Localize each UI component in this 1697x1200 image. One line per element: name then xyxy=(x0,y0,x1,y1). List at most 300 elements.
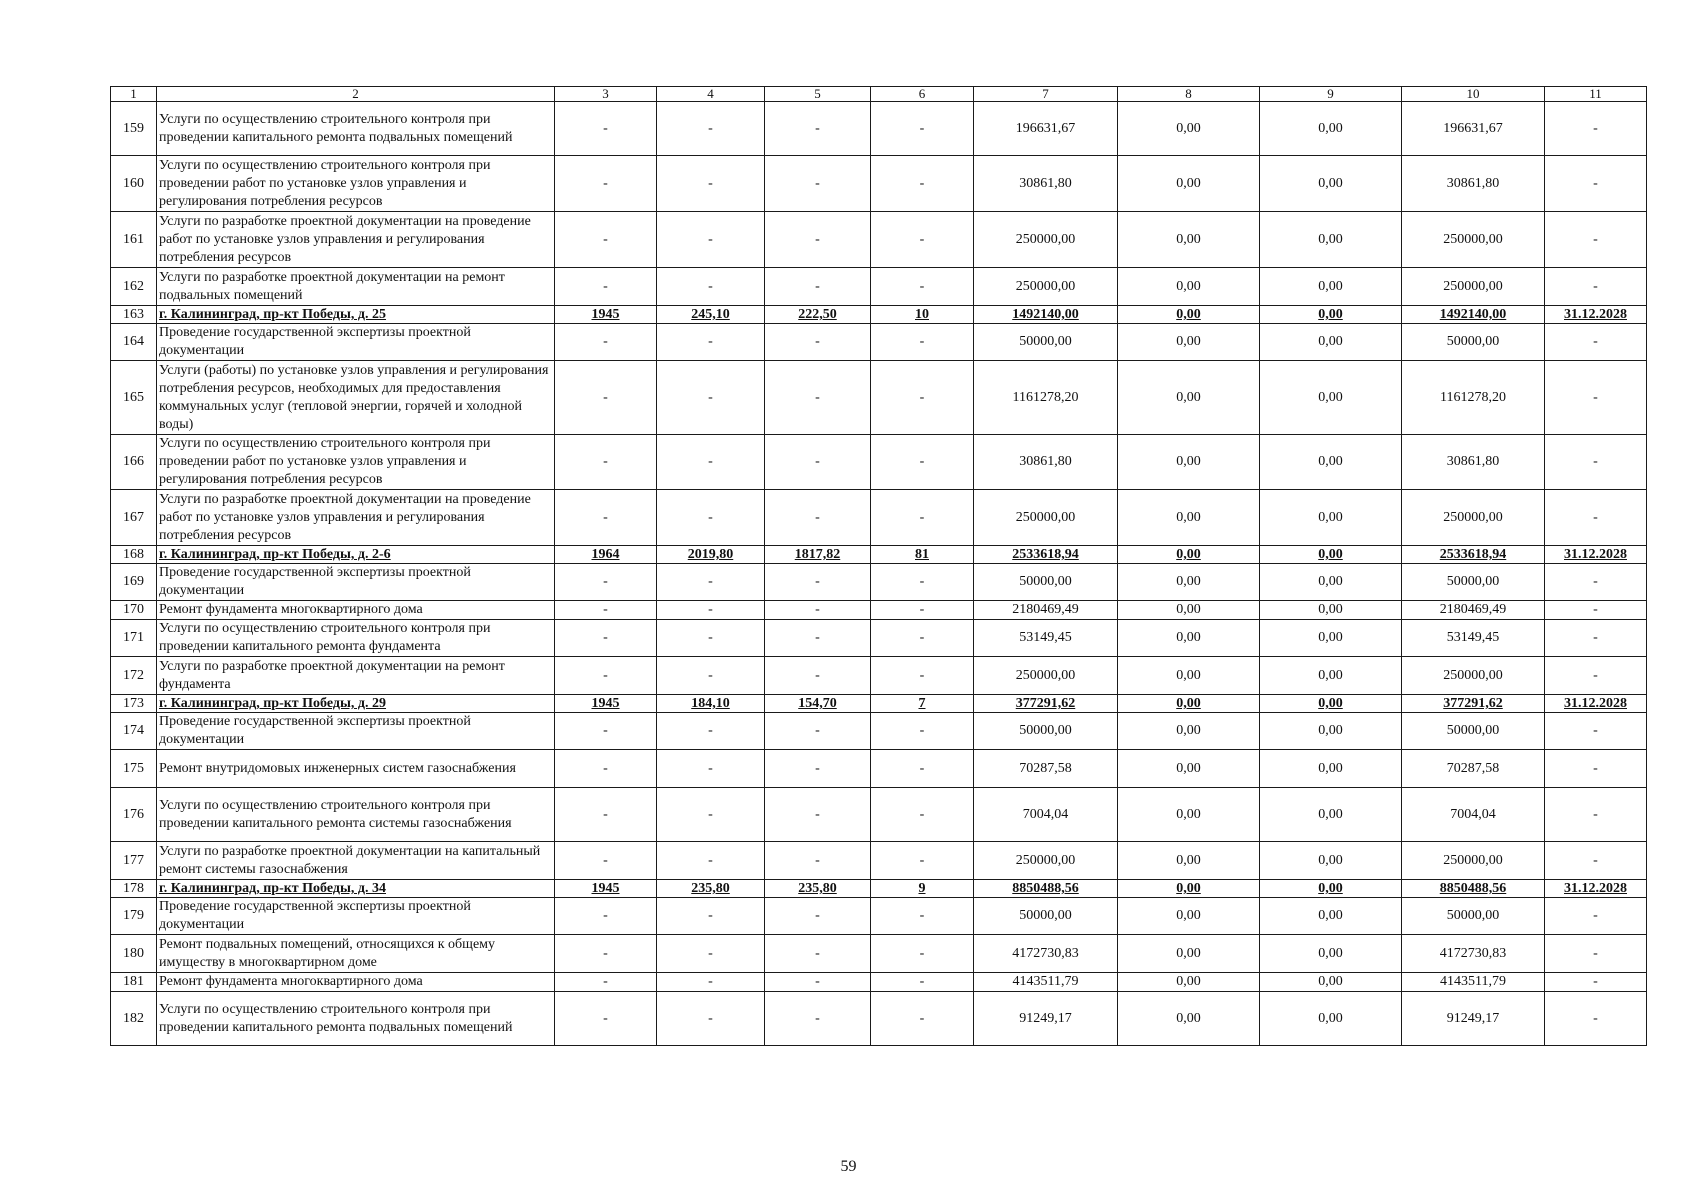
cost-other: 0,00 xyxy=(1260,212,1402,268)
completion-date: - xyxy=(1545,992,1647,1046)
row-index: 172 xyxy=(111,657,157,695)
build-year: - xyxy=(555,156,657,212)
total-cost: 1492140,00 xyxy=(974,306,1118,324)
living-area: - xyxy=(765,324,871,361)
cost-fund: 0,00 xyxy=(1118,490,1260,546)
cost-owners: 30861,80 xyxy=(1402,156,1545,212)
cost-fund: 0,00 xyxy=(1118,842,1260,880)
column-number: 7 xyxy=(974,87,1118,102)
row-index: 168 xyxy=(111,546,157,564)
cost-owners: 50000,00 xyxy=(1402,564,1545,601)
work-row xyxy=(111,657,1647,695)
residents-count: - xyxy=(871,156,974,212)
residents-count: - xyxy=(871,212,974,268)
cost-owners: 50000,00 xyxy=(1402,898,1545,935)
total-area: 2019,80 xyxy=(657,546,765,564)
cost-fund: 0,00 xyxy=(1118,713,1260,750)
residents-count: - xyxy=(871,788,974,842)
cost-fund: 0,00 xyxy=(1118,788,1260,842)
row-index: 180 xyxy=(111,935,157,973)
row-index: 170 xyxy=(111,601,157,620)
work-row xyxy=(111,620,1647,657)
work-description: Услуги по разработке проектной документации на ремонт подвальных помещений xyxy=(157,268,555,306)
work-description: г. Калининград, пр-кт Победы, д. 29 xyxy=(157,695,555,713)
work-row xyxy=(111,935,1647,973)
completion-date: - xyxy=(1545,657,1647,695)
work-description: Ремонт подвальных помещений, относящихся к общему имуществу в многоквартирном доме xyxy=(157,935,555,973)
residents-count: - xyxy=(871,713,974,750)
completion-date: - xyxy=(1545,102,1647,156)
cost-owners: 250000,00 xyxy=(1402,490,1545,546)
cost-other: 0,00 xyxy=(1260,435,1402,490)
cost-owners: 50000,00 xyxy=(1402,324,1545,361)
build-year: - xyxy=(555,435,657,490)
total-cost: 1161278,20 xyxy=(974,361,1118,435)
living-area: - xyxy=(765,156,871,212)
completion-date: - xyxy=(1545,435,1647,490)
work-description: Услуги по осуществлению строительного контроля при проведении капитального ремонта подвальных помещений xyxy=(157,102,555,156)
cost-owners: 250000,00 xyxy=(1402,657,1545,695)
living-area: - xyxy=(765,935,871,973)
total-cost: 50000,00 xyxy=(974,564,1118,601)
cost-owners: 1161278,20 xyxy=(1402,361,1545,435)
total-cost: 53149,45 xyxy=(974,620,1118,657)
build-year: 1945 xyxy=(555,306,657,324)
column-number: 9 xyxy=(1260,87,1402,102)
total-area: - xyxy=(657,268,765,306)
completion-date: - xyxy=(1545,324,1647,361)
row-index: 163 xyxy=(111,306,157,324)
total-area: - xyxy=(657,156,765,212)
cost-fund: 0,00 xyxy=(1118,306,1260,324)
living-area: 222,50 xyxy=(765,306,871,324)
work-description: г. Калининград, пр-кт Победы, д. 34 xyxy=(157,880,555,898)
address-row xyxy=(111,546,1647,564)
row-index: 159 xyxy=(111,102,157,156)
work-description: Услуги (работы) по установке узлов управления и регулирования потребления ресурсов, необходимых для предоставления коммунальных услуг (тепловой энергии, горячей и холодной воды) xyxy=(157,361,555,435)
residents-count: - xyxy=(871,620,974,657)
work-row xyxy=(111,992,1647,1046)
completion-date: - xyxy=(1545,156,1647,212)
work-row xyxy=(111,601,1647,620)
address-row xyxy=(111,880,1647,898)
cost-owners: 377291,62 xyxy=(1402,695,1545,713)
cost-owners: 4172730,83 xyxy=(1402,935,1545,973)
residents-count: - xyxy=(871,490,974,546)
residents-count: 9 xyxy=(871,880,974,898)
column-number: 5 xyxy=(765,87,871,102)
work-description: Услуги по осуществлению строительного контроля при проведении капитального ремонта системы газоснабжения xyxy=(157,788,555,842)
residents-count: - xyxy=(871,102,974,156)
column-number: 11 xyxy=(1545,87,1647,102)
living-area: 235,80 xyxy=(765,880,871,898)
cost-other: 0,00 xyxy=(1260,713,1402,750)
completion-date: - xyxy=(1545,620,1647,657)
cost-fund: 0,00 xyxy=(1118,601,1260,620)
cost-owners: 250000,00 xyxy=(1402,212,1545,268)
living-area: - xyxy=(765,435,871,490)
build-year: - xyxy=(555,713,657,750)
row-index: 179 xyxy=(111,898,157,935)
row-index: 171 xyxy=(111,620,157,657)
living-area: - xyxy=(765,268,871,306)
total-cost: 377291,62 xyxy=(974,695,1118,713)
cost-fund: 0,00 xyxy=(1118,564,1260,601)
living-area: - xyxy=(765,713,871,750)
work-description: Проведение государственной экспертизы проектной документации xyxy=(157,713,555,750)
residents-count: - xyxy=(871,935,974,973)
work-row xyxy=(111,564,1647,601)
total-area: - xyxy=(657,973,765,992)
total-cost: 30861,80 xyxy=(974,435,1118,490)
row-index: 162 xyxy=(111,268,157,306)
cost-other: 0,00 xyxy=(1260,546,1402,564)
build-year: - xyxy=(555,324,657,361)
residents-count: - xyxy=(871,324,974,361)
build-year: - xyxy=(555,973,657,992)
completion-date: - xyxy=(1545,898,1647,935)
column-number: 3 xyxy=(555,87,657,102)
total-area: - xyxy=(657,935,765,973)
work-row xyxy=(111,750,1647,788)
row-index: 165 xyxy=(111,361,157,435)
cost-owners: 2533618,94 xyxy=(1402,546,1545,564)
completion-date: - xyxy=(1545,268,1647,306)
work-description: Ремонт фундамента многоквартирного дома xyxy=(157,601,555,620)
residents-count: - xyxy=(871,750,974,788)
cost-other: 0,00 xyxy=(1260,324,1402,361)
work-row xyxy=(111,212,1647,268)
column-number: 10 xyxy=(1402,87,1545,102)
build-year: 1945 xyxy=(555,880,657,898)
row-index: 178 xyxy=(111,880,157,898)
total-area: - xyxy=(657,361,765,435)
cost-fund: 0,00 xyxy=(1118,435,1260,490)
work-description: Ремонт внутридомовых инженерных систем газоснабжения xyxy=(157,750,555,788)
total-cost: 250000,00 xyxy=(974,268,1118,306)
residents-count: - xyxy=(871,842,974,880)
cost-other: 0,00 xyxy=(1260,102,1402,156)
cost-other: 0,00 xyxy=(1260,750,1402,788)
work-description: Услуги по осуществлению строительного контроля при проведении работ по установке узлов управления и регулирования потребления ресурсов xyxy=(157,435,555,490)
living-area: - xyxy=(765,102,871,156)
cost-owners: 91249,17 xyxy=(1402,992,1545,1046)
completion-date: - xyxy=(1545,361,1647,435)
residents-count: - xyxy=(871,435,974,490)
work-description: Услуги по разработке проектной документации на ремонт фундамента xyxy=(157,657,555,695)
work-row xyxy=(111,361,1647,435)
work-row xyxy=(111,268,1647,306)
row-index: 160 xyxy=(111,156,157,212)
residents-count: - xyxy=(871,973,974,992)
column-number: 4 xyxy=(657,87,765,102)
total-area: - xyxy=(657,788,765,842)
cost-other: 0,00 xyxy=(1260,788,1402,842)
completion-date: - xyxy=(1545,788,1647,842)
cost-other: 0,00 xyxy=(1260,695,1402,713)
total-area: - xyxy=(657,212,765,268)
total-cost: 250000,00 xyxy=(974,657,1118,695)
total-area: - xyxy=(657,601,765,620)
build-year: - xyxy=(555,212,657,268)
cost-owners: 70287,58 xyxy=(1402,750,1545,788)
cost-owners: 2180469,49 xyxy=(1402,601,1545,620)
completion-date: - xyxy=(1545,601,1647,620)
living-area: - xyxy=(765,788,871,842)
living-area: - xyxy=(765,564,871,601)
page-number: 59 xyxy=(840,1158,857,1175)
work-description: Услуги по разработке проектной документации на капитальный ремонт системы газоснабжения xyxy=(157,842,555,880)
total-area: - xyxy=(657,435,765,490)
cost-owners: 50000,00 xyxy=(1402,713,1545,750)
build-year: - xyxy=(555,750,657,788)
total-cost: 4143511,79 xyxy=(974,973,1118,992)
total-area: 235,80 xyxy=(657,880,765,898)
total-area: - xyxy=(657,750,765,788)
cost-other: 0,00 xyxy=(1260,898,1402,935)
total-cost: 91249,17 xyxy=(974,992,1118,1046)
cost-fund: 0,00 xyxy=(1118,361,1260,435)
row-index: 177 xyxy=(111,842,157,880)
work-row xyxy=(111,842,1647,880)
completion-date: 31.12.2028 xyxy=(1545,695,1647,713)
cost-other: 0,00 xyxy=(1260,490,1402,546)
cost-fund: 0,00 xyxy=(1118,268,1260,306)
work-row xyxy=(111,102,1647,156)
work-description: Услуги по осуществлению строительного контроля при проведении капитального ремонта подвальных помещений xyxy=(157,992,555,1046)
cost-other: 0,00 xyxy=(1260,564,1402,601)
cost-fund: 0,00 xyxy=(1118,620,1260,657)
build-year: - xyxy=(555,898,657,935)
work-description: Услуги по разработке проектной документации на проведение работ по установке узлов управления и регулирования потребления ресурсов xyxy=(157,490,555,546)
living-area: - xyxy=(765,657,871,695)
residents-count: - xyxy=(871,268,974,306)
work-row xyxy=(111,898,1647,935)
cost-other: 0,00 xyxy=(1260,620,1402,657)
work-row xyxy=(111,713,1647,750)
residents-count: - xyxy=(871,898,974,935)
build-year: - xyxy=(555,657,657,695)
cost-fund: 0,00 xyxy=(1118,324,1260,361)
residents-count: - xyxy=(871,361,974,435)
completion-date: - xyxy=(1545,973,1647,992)
completion-date: - xyxy=(1545,750,1647,788)
completion-date: - xyxy=(1545,212,1647,268)
cost-fund: 0,00 xyxy=(1118,212,1260,268)
cost-other: 0,00 xyxy=(1260,935,1402,973)
cost-owners: 1492140,00 xyxy=(1402,306,1545,324)
row-index: 167 xyxy=(111,490,157,546)
build-year: - xyxy=(555,788,657,842)
living-area: - xyxy=(765,601,871,620)
cost-fund: 0,00 xyxy=(1118,880,1260,898)
cost-other: 0,00 xyxy=(1260,880,1402,898)
register-table-body xyxy=(111,87,1647,1046)
work-row xyxy=(111,973,1647,992)
row-index: 173 xyxy=(111,695,157,713)
register-table xyxy=(110,86,1647,1046)
residents-count: 81 xyxy=(871,546,974,564)
build-year: - xyxy=(555,564,657,601)
cost-owners: 196631,67 xyxy=(1402,102,1545,156)
total-cost: 4172730,83 xyxy=(974,935,1118,973)
row-index: 169 xyxy=(111,564,157,601)
total-area: - xyxy=(657,490,765,546)
living-area: - xyxy=(765,361,871,435)
cost-owners: 7004,04 xyxy=(1402,788,1545,842)
completion-date: - xyxy=(1545,935,1647,973)
cost-fund: 0,00 xyxy=(1118,973,1260,992)
total-cost: 50000,00 xyxy=(974,324,1118,361)
total-cost: 250000,00 xyxy=(974,490,1118,546)
cost-fund: 0,00 xyxy=(1118,657,1260,695)
total-area: - xyxy=(657,324,765,361)
completion-date: 31.12.2028 xyxy=(1545,546,1647,564)
total-area: - xyxy=(657,657,765,695)
column-number: 6 xyxy=(871,87,974,102)
total-area: - xyxy=(657,898,765,935)
cost-other: 0,00 xyxy=(1260,306,1402,324)
build-year: 1945 xyxy=(555,695,657,713)
total-cost: 30861,80 xyxy=(974,156,1118,212)
work-row xyxy=(111,490,1647,546)
work-row xyxy=(111,156,1647,212)
total-cost: 196631,67 xyxy=(974,102,1118,156)
completion-date: - xyxy=(1545,842,1647,880)
total-area: - xyxy=(657,620,765,657)
total-area: - xyxy=(657,713,765,750)
living-area: 154,70 xyxy=(765,695,871,713)
build-year: - xyxy=(555,102,657,156)
total-area: - xyxy=(657,564,765,601)
completion-date: 31.12.2028 xyxy=(1545,306,1647,324)
work-description: г. Калининград, пр-кт Победы, д. 25 xyxy=(157,306,555,324)
living-area: - xyxy=(765,992,871,1046)
row-index: 164 xyxy=(111,324,157,361)
total-cost: 50000,00 xyxy=(974,898,1118,935)
living-area: - xyxy=(765,842,871,880)
total-area: 245,10 xyxy=(657,306,765,324)
cost-owners: 250000,00 xyxy=(1402,268,1545,306)
total-cost: 70287,58 xyxy=(974,750,1118,788)
cost-other: 0,00 xyxy=(1260,992,1402,1046)
residents-count: - xyxy=(871,657,974,695)
build-year: - xyxy=(555,992,657,1046)
cost-other: 0,00 xyxy=(1260,361,1402,435)
cost-fund: 0,00 xyxy=(1118,898,1260,935)
row-index: 166 xyxy=(111,435,157,490)
living-area: 1817,82 xyxy=(765,546,871,564)
work-description: Проведение государственной экспертизы проектной документации xyxy=(157,898,555,935)
cost-owners: 8850488,56 xyxy=(1402,880,1545,898)
residents-count: - xyxy=(871,601,974,620)
cost-other: 0,00 xyxy=(1260,156,1402,212)
completion-date: - xyxy=(1545,490,1647,546)
cost-other: 0,00 xyxy=(1260,842,1402,880)
residents-count: 7 xyxy=(871,695,974,713)
living-area: - xyxy=(765,973,871,992)
document-sheet xyxy=(110,86,1646,1046)
column-number: 2 xyxy=(157,87,555,102)
build-year: - xyxy=(555,620,657,657)
cost-fund: 0,00 xyxy=(1118,695,1260,713)
total-cost: 250000,00 xyxy=(974,212,1118,268)
column-number: 8 xyxy=(1118,87,1260,102)
row-index: 182 xyxy=(111,992,157,1046)
address-row xyxy=(111,695,1647,713)
work-description: Проведение государственной экспертизы проектной документации xyxy=(157,564,555,601)
work-row xyxy=(111,324,1647,361)
total-area: 184,10 xyxy=(657,695,765,713)
cost-fund: 0,00 xyxy=(1118,935,1260,973)
total-cost: 50000,00 xyxy=(974,713,1118,750)
build-year: 1964 xyxy=(555,546,657,564)
total-cost: 7004,04 xyxy=(974,788,1118,842)
living-area: - xyxy=(765,490,871,546)
work-description: Проведение государственной экспертизы проектной документации xyxy=(157,324,555,361)
build-year: - xyxy=(555,268,657,306)
completion-date: - xyxy=(1545,564,1647,601)
cost-owners: 4143511,79 xyxy=(1402,973,1545,992)
work-description: г. Калининград, пр-кт Победы, д. 2-6 xyxy=(157,546,555,564)
cost-other: 0,00 xyxy=(1260,268,1402,306)
living-area: - xyxy=(765,898,871,935)
total-area: - xyxy=(657,102,765,156)
cost-owners: 53149,45 xyxy=(1402,620,1545,657)
completion-date: - xyxy=(1545,713,1647,750)
completion-date: 31.12.2028 xyxy=(1545,880,1647,898)
build-year: - xyxy=(555,490,657,546)
cost-fund: 0,00 xyxy=(1118,750,1260,788)
cost-fund: 0,00 xyxy=(1118,102,1260,156)
row-index: 161 xyxy=(111,212,157,268)
row-index: 181 xyxy=(111,973,157,992)
row-index: 174 xyxy=(111,713,157,750)
total-cost: 8850488,56 xyxy=(974,880,1118,898)
build-year: - xyxy=(555,361,657,435)
total-cost: 250000,00 xyxy=(974,842,1118,880)
living-area: - xyxy=(765,212,871,268)
work-description: Услуги по разработке проектной документации на проведение работ по установке узлов управления и регулирования потребления ресурсов xyxy=(157,212,555,268)
work-description: Ремонт фундамента многоквартирного дома xyxy=(157,973,555,992)
residents-count: - xyxy=(871,992,974,1046)
column-number-row xyxy=(111,87,1647,102)
cost-fund: 0,00 xyxy=(1118,546,1260,564)
total-area: - xyxy=(657,842,765,880)
row-index: 176 xyxy=(111,788,157,842)
living-area: - xyxy=(765,620,871,657)
total-cost: 2180469,49 xyxy=(974,601,1118,620)
column-number: 1 xyxy=(111,87,157,102)
work-description: Услуги по осуществлению строительного контроля при проведении капитального ремонта фундамента xyxy=(157,620,555,657)
residents-count: 10 xyxy=(871,306,974,324)
living-area: - xyxy=(765,750,871,788)
cost-other: 0,00 xyxy=(1260,657,1402,695)
cost-fund: 0,00 xyxy=(1118,992,1260,1046)
build-year: - xyxy=(555,601,657,620)
cost-other: 0,00 xyxy=(1260,601,1402,620)
build-year: - xyxy=(555,935,657,973)
cost-owners: 30861,80 xyxy=(1402,435,1545,490)
work-row xyxy=(111,435,1647,490)
address-row xyxy=(111,306,1647,324)
cost-fund: 0,00 xyxy=(1118,156,1260,212)
row-index: 175 xyxy=(111,750,157,788)
cost-owners: 250000,00 xyxy=(1402,842,1545,880)
residents-count: - xyxy=(871,564,974,601)
build-year: - xyxy=(555,842,657,880)
work-row xyxy=(111,788,1647,842)
